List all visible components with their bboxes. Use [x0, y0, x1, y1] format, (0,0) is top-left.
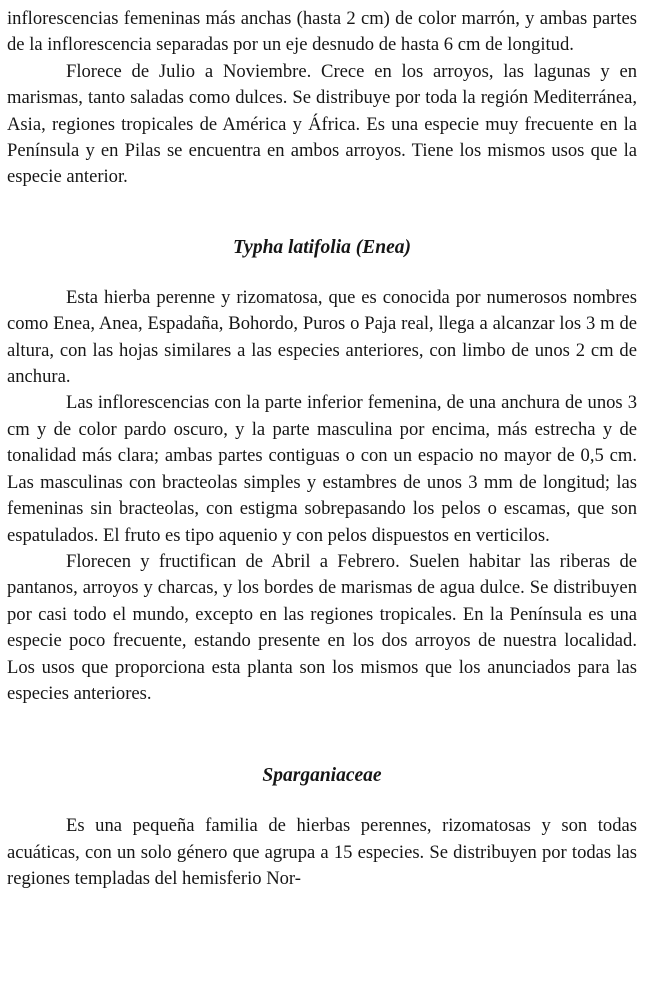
paragraph: Florecen y fructifican de Abril a Febrero. Suelen habitar las riberas de pantanos, arroyos y charcas, y los bordes de marismas de agua dulce. Se distribuyen por casi todo el mundo, excepto en las regiones tropicales. En la Península es una especie poco frecuente, estando presente en los dos arroyos de nuestra localidad. Los usos que proporciona esta planta son los mismos que los anunciados para las especies anteriores. — [7, 550, 637, 704]
paragraph: Es una pequeña familia de hierbas perennes, rizomatosas y son todas acuáticas, con un solo género que agrupa a 15 especies. Se distribuyen por todas las regiones templadas del hemisferio Nor- — [7, 815, 637, 890]
paragraph: Las inflorescencias con la parte inferior femenina, de una anchura de unos 3 cm y de color pardo oscuro, y la parte masculina por encima, más estrecha y de tonalidad más clara; ambas partes contiguas o con un espacio no mayor de 0,5 cm. Las masculinas con bracteolas simples y estambres de unos 3 mm de longitud; las femeninas sin bracteolas, con estigma sobrepasando los pelos o escamas, que son espatulados. El fruto es tipo aquenio y con pelos dispuestos en verticilos. — [7, 392, 637, 546]
paragraph: Esta hierba perenne y rizomatosa, que es conocida por numerosos nombres como Enea, Anea, Espadaña, Bohordo, Puros o Paja real, llega a alcanzar los 3 m de altura, con las hojas similares a las especies anteriores, con limbo de unos 2 cm de anchura. — [7, 286, 637, 388]
section-heading-typha: Typha latifolia (Enea) — [232, 236, 411, 258]
paragraph: inflorescencias femeninas más anchas (hasta 2 cm) de color marrón, y ambas partes de la inflorescencia separadas por un eje desnudo de hasta 6 cm de longitud. — [7, 8, 637, 56]
document-page — [7, 6, 637, 893]
paragraph: Florece de Julio a Noviembre. Crece en los arroyos, las lagunas y en marismas, tanto saladas como dulces. Se distribuye por toda la región Mediterránea, Asia, regiones tropicales de América y África. Es una especie muy frecuente en la Península y en Pilas se encuentra en ambos arroyos. Tiene los mismos usos que la especie anterior. — [7, 60, 637, 188]
section-heading-sparganiaceae: Sparganiaceae — [262, 765, 382, 787]
